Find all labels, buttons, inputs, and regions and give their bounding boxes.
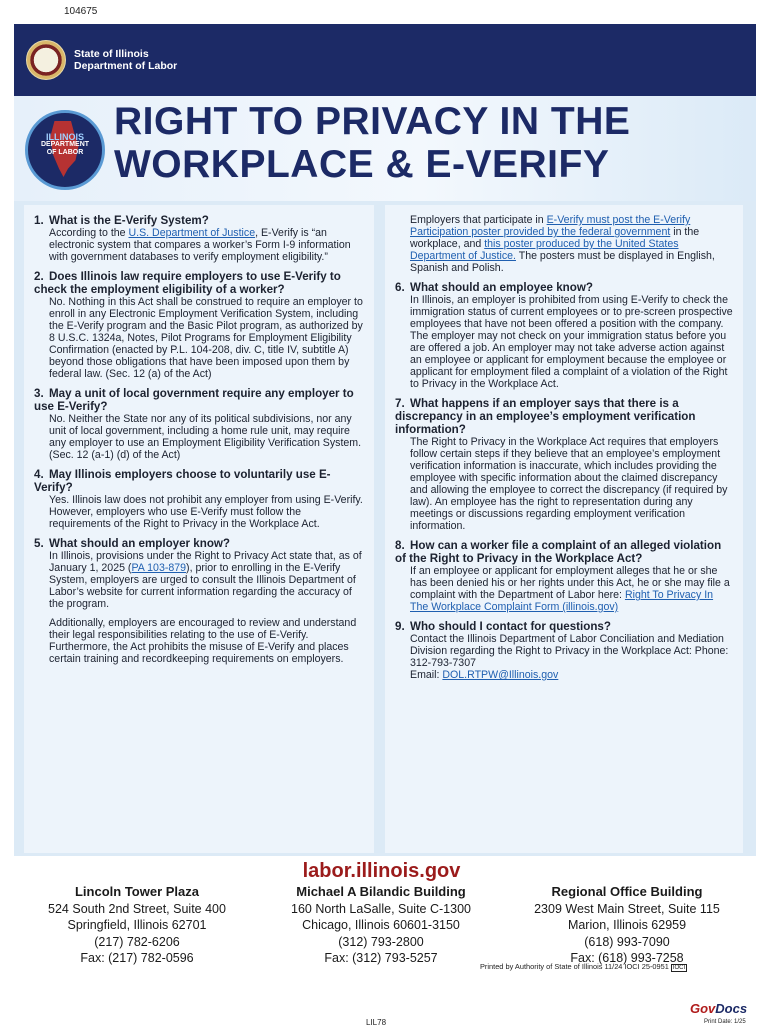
office-springfield <box>12 884 262 967</box>
print-date: Print Date: 1/25 <box>704 1019 746 1025</box>
question-text: What is the E-Verify System? <box>49 214 209 227</box>
department-badge-icon <box>25 110 105 190</box>
office-marion <box>502 884 752 967</box>
question-text: What happens if an employer says that there is a discrepancy in an employee’s employment verification information? <box>395 397 696 436</box>
header-band <box>14 24 756 96</box>
answer-text: No. Nothing in this Act shall be construed to require an employer to enroll in any Electronic Employment Verification System, including the E-Verify program and the Basic Pilot program, as authorized by 8 U.S.C. 1324a, Notes, Pilot Programs for Employment Eligibility Confirmation (enacted by P.L. 104-208, div. C, title IV, subtitle A) beyond those obligations that have been imposed upon them by federal law. (Sec. 12 (a) of the Act) <box>49 296 363 380</box>
question-number: 5. <box>34 537 44 550</box>
agency-name <box>74 48 177 72</box>
answer-part: Employers that participate in <box>410 214 547 226</box>
agency-line-2: Department of Labor <box>74 60 178 72</box>
answer-text <box>34 550 364 665</box>
question-number: 8. <box>395 539 405 552</box>
answer-part: ), prior to enrolling in the E-Verify System, employers are urged to consult the Illinois Department of Labor’s website for current information regarding the accuracy of the program. <box>49 562 356 610</box>
website-link[interactable]: labor.illinois.gov <box>302 860 461 882</box>
office-phone: (618) 993-7090 <box>584 934 670 949</box>
answer-text: No. Neither the State nor any of its political subdivisions, nor any unit of local government, including a home rule unit, may require any employer to use an Employment Eligibility Verification System. (Sec. 12 (a-1) (d) of the Act) <box>49 413 362 461</box>
office-address-line-2: Springfield, Illinois 62701 <box>67 918 207 932</box>
badge-line-3: OF LABOR <box>46 149 84 156</box>
answer-paragraph: Additionally, employers are encouraged to review and understand their legal responsibilities relating to the use of E-Verify. Furthermore, the Act prohibits the misuse of E-Verify and places certain training and recordkeeping requirements on employers. <box>49 617 357 665</box>
govdocs-docs: Docs <box>715 1001 748 1016</box>
question-number: 6. <box>395 281 405 294</box>
question-5 <box>34 537 364 665</box>
question-title <box>395 620 733 633</box>
answer-part: According to the <box>49 227 129 239</box>
document-id: 104675 <box>64 6 98 17</box>
office-name: Lincoln Tower Plaza <box>74 884 199 899</box>
question-9 <box>395 620 733 681</box>
office-phone: (312) 793-2800 <box>338 934 424 949</box>
office-fax: Fax: (618) 993-7258 <box>570 951 684 965</box>
question-title <box>34 387 364 413</box>
answer-text <box>34 227 364 263</box>
office-fax: Fax: (217) 782-0596 <box>80 951 194 965</box>
question-title <box>34 214 364 227</box>
agency-line-1: State of Illinois <box>74 48 149 60</box>
complaint-form-link[interactable]: Right To Privacy In The Workplace Complaint Form (illinois.gov) <box>410 589 714 613</box>
answer-text <box>395 565 733 613</box>
page-title <box>114 100 630 186</box>
question-8 <box>395 539 733 613</box>
pa-103-879-link[interactable]: PA 103-879 <box>131 562 187 574</box>
question-1 <box>34 214 364 263</box>
badge-line-1: ILLINOIS <box>46 132 84 142</box>
question-title <box>395 281 733 294</box>
answer-text <box>395 214 733 274</box>
email-label: Email: <box>410 669 443 681</box>
office-phone: (217) 782-6206 <box>94 934 180 949</box>
question-text: What should an employee know? <box>410 281 593 294</box>
question-3 <box>34 387 364 461</box>
office-address-line-1: 524 South 2nd Street, Suite 400 <box>48 901 226 916</box>
question-7 <box>395 397 733 532</box>
email-link[interactable]: DOL.RTPW@Illinois.gov <box>442 669 559 681</box>
print-authority <box>480 962 687 972</box>
title-line-2: WORKPLACE & E-VERIFY <box>114 143 610 186</box>
question-4 <box>34 468 364 530</box>
doj-poster-link[interactable]: this poster produced by the United States Department of Justice. <box>410 238 679 262</box>
doj-link[interactable]: U.S. Department of Justice <box>128 227 256 239</box>
question-number: 1. <box>34 214 44 227</box>
left-column <box>24 205 374 853</box>
office-name: Michael A Bilandic Building <box>296 884 466 899</box>
everify-poster-link[interactable]: E-Verify must post the E-Verify Participation poster provided by the federal government <box>410 214 691 238</box>
question-text: How can a worker file a complaint of an alleged violation of the Right to Privacy in the Workplace Act? <box>395 539 722 565</box>
answer-text: The Right to Privacy in the Workplace Act requires that employers follow certain steps if they believe that an employee’s employment verification information is inaccurate, which includes providing the employee with specific information about the claimed discrepancy and allowing the employee to correct the discrepancy (if required by law). An employee has the right to representation during any meetings or discussions regarding employment verification information. <box>410 436 728 532</box>
answer-text: Yes. Illinois law does not prohibit any employer from using E-Verify. However, employers who use E-Verify must follow the requirements of the Right to Privacy in the Workplace Act. <box>49 494 363 530</box>
footer-code: LIL78 <box>366 1018 387 1027</box>
answer-paragraph <box>49 550 364 610</box>
ioci-logo-icon: IOCI <box>672 965 686 971</box>
office-address-line-2: Chicago, Illinois 60601-3150 <box>302 918 460 932</box>
badge-text <box>28 133 102 157</box>
question-number: 2. <box>34 270 44 283</box>
answer-text <box>395 633 733 681</box>
answer-text: In Illinois, an employer is prohibited from using E-Verify to check the immigration status of current employees or to pre-screen prospective employees that have not been offered a position with the company. The employer may not check on your immigration status before you are offered a job. An employer may not take adverse action against an employee or applicant for employment because the employee or applicant for employment filed a complaint of a violation of the Right to Privacy in the Workplace Act. <box>410 294 733 390</box>
question-number: 7. <box>395 397 405 410</box>
question-title <box>395 397 733 436</box>
question-number: 9. <box>395 620 405 633</box>
question-title <box>34 468 364 494</box>
question-title <box>34 537 364 550</box>
question-text: May Illinois employers choose to voluntarily use E-Verify? <box>34 468 331 494</box>
question-number: 3. <box>34 387 44 400</box>
question-text: Does Illinois law require employers to use E-Verify to check the employment eligibility of a worker? <box>34 270 341 296</box>
govdocs-gov: Gov <box>690 1001 716 1016</box>
office-address-line-2: Marion, Illinois 62959 <box>567 918 687 932</box>
govdocs-logo <box>690 1001 747 1016</box>
question-6 <box>395 281 733 390</box>
hero-banner <box>14 96 756 201</box>
answer-part: If an employee or applicant for employment alleges that he or she has been denied his or her rights under this Act, he or she may file a complaint with the Department of Labor here: <box>410 565 730 601</box>
question-5-continued <box>395 214 733 274</box>
question-title <box>34 270 364 296</box>
question-2 <box>34 270 364 380</box>
question-text: What should an employer know? <box>49 537 231 550</box>
answer-part: , E-Verify is “an electronic system that compares a worker’s Form I-9 information with government databases to verify employment eligibility.” <box>49 227 351 263</box>
question-title <box>395 539 733 565</box>
question-text: Who should I contact for questions? <box>410 620 611 633</box>
title-line-1: RIGHT TO PRIVACY IN THE <box>114 100 631 143</box>
office-name: Regional Office Building <box>551 884 703 899</box>
answer-part: in the workplace, and <box>410 226 700 250</box>
office-chicago <box>256 884 506 967</box>
answer-part: Contact the Illinois Department of Labor Conciliation and Mediation Division regarding the Right to Privacy in the Workplace Act: Phone: 312-793-7307 <box>410 633 729 669</box>
office-address-line-1: 160 North LaSalle, Suite C-1300 <box>291 901 471 916</box>
right-column <box>385 205 743 853</box>
authority-text: Printed by Authority of State of Illinois 11/24 IOCI 25-0951 <box>480 962 669 971</box>
office-address-line-1: 2309 West Main Street, Suite 115 <box>534 901 720 916</box>
answer-part: In Illinois, provisions under the Right to Privacy Act state that, as of January 1, 2025 ( <box>49 550 362 574</box>
answer-part: The posters must be displayed in English, Spanish and Polish. <box>410 250 715 274</box>
question-number: 4. <box>34 468 44 481</box>
state-seal-icon <box>26 40 66 80</box>
office-fax: Fax: (312) 793-5257 <box>324 951 438 965</box>
question-text: May a unit of local government require any employer to use E-Verify? <box>34 387 354 413</box>
badge-line-2: DEPARTMENT <box>40 141 90 148</box>
